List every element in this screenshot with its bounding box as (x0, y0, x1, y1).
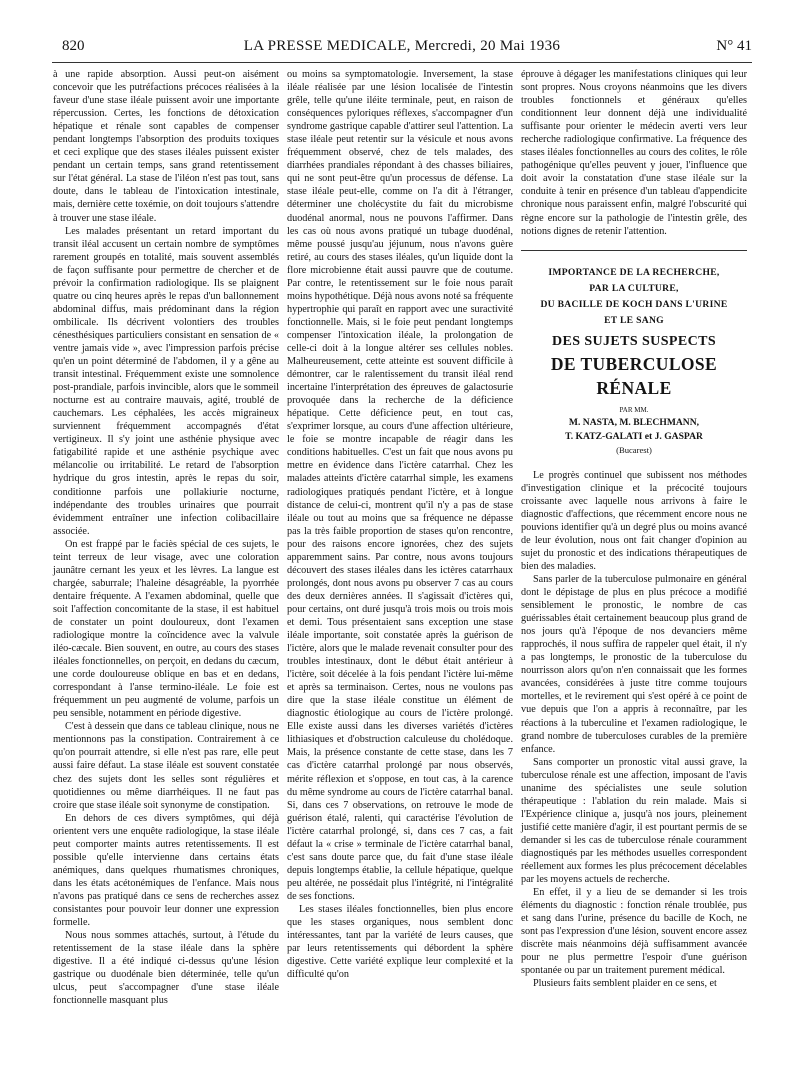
paragraph: En dehors de ces divers symptômes, qui déjà orientent vers une enquête radiologique, la stase iléale peut comporter maints autres retentissements. Il est possible qu'elle intervienne dans certains états anémiques, dans quelques rhumatismes chroniques, dans les états acétonémiques de l'enfance. Mais nous n'avons pas pratiqué dans ce sens de recherches assez consistantes pour pouvoir leur donner une expression formelle. (53, 812, 279, 929)
authors-line-2: T. KATZ-GALATI et J. GASPAR (565, 430, 703, 442)
journal-title: LA PRESSE MEDICALE, Mercredi, 20 Mai 1936 (243, 38, 561, 54)
column-1 (53, 68, 279, 1007)
byline-par: PAR MM. (619, 405, 649, 414)
paragraph: Nous nous sommes attachés, surtout, à l'étude du retentissement de la stase iléale dans la sphère digestive. Il a été indiqué ci-dessus qu'une lésion gastrique ou duodénale bien déterminée, telle qu'un ulcus, peut s'accompagner d'une stase iléale fonctionnelle masquant plus (53, 930, 279, 1007)
article-separator (521, 250, 747, 251)
kicker-line: PAR LA CULTURE, (589, 282, 679, 294)
paragraph: éprouve à dégager les manifestations cliniques qui leur sont propres. Nous croyons néanmoins que les divers troubles fonctionnels et généraux qu'elles conditionnent leur donnent déjà une individualité suffisante pour orienter le médecin averti vers leur recherche radiologique confirmative. La fréquence des stases iléales fonctionnelles au cours des colites, le rôle pathogénique qu'elles peuvent y jouer, l'influence que doit avoir la constatation d'une stase iléale sur la conduite à tenir en présence d'un tableau d'appendicite chronique nous paraissent enfin, malgré l'obscurité qui règne encore sur la pathologie de l'intestin grêle, des notions dignes de retenir l'attention. (521, 69, 747, 237)
author-location: (Bucarest) (616, 444, 652, 455)
kicker-line: ET LE SANG (604, 314, 664, 326)
article-title-line-1: DES SUJETS SUSPECTS (552, 333, 716, 349)
paragraph: En effet, il y a lieu de se demander si les trois éléments du diagnostic : fonction rénale troublée, pus et sang dans l'urine, présence du bacille de Koch, ne sont pas l'expression d'une lésion, souvent encore assez discrète mais néanmoins déjà suffisamment avancée pour ne plus permettre l'espoir d'une guérison spontanée ou par un traitement purement médical. (521, 887, 747, 977)
paragraph: Sans comporter un pronostic vital aussi grave, la tuberculose rénale est une affection, imposant de l'avis unanime des spécialistes une seule solution thérapeutique : l'ablation du rein malade. Mais si l'Expérience clinique a, jusqu'à nos jours, pleinement justifié cette manière d'agir, il est pourtant permis de se demander si les cas de tuberculose rénale couramment diagnostiqués par les méthodes usuelles correspondent réellement aux formes les plus précocement décelables par les moyens actuels de recherche. (521, 756, 747, 886)
paragraph: Plusieurs faits semblent plaider en ce sens, et (533, 978, 717, 990)
paragraph: à une rapide absorption. Aussi peut-on aisément concevoir que les putréfactions précoces réalisées à la faveur d'une stase iléale puissent avoir une importante répercussion. Certes, les fonctions de détoxication hépatique et rénale sont capables de compenser pendant longtemps l'absorption des produits toxiques et ceci explique que des stases iléales puissent exister pendant un certain temps, sans grand retentissement sur l'état général. La stase de l'iléon n'est pas tout, sans doute, dans le tableau de l'intoxication intestinale, mais, dernière cette toxémie, on doit toujours s'attendre à trouver une stase iléale. (53, 69, 279, 224)
paragraph: On est frappé par le faciès spécial de ces sujets, le teint terreux de leur visage, avec une coloration jaunâtre cernant les yeux et les lèvres. La langue est chargée, saburrale; l'haleine désagréable, la pyorrhée dentaire fréquente. A l'examen abdominal, quelle que soit l'affection concomitante de la stase, il est habituel de constater un point douloureux, dont l'examen radiologique montre la coïncidence avec la valvule iléo-cæcale. Bien souvent, en outre, au cours des stases iléales fonctionnelles, on perçoit, en dedans du cæcum, une corde douloureuse oblique en bas et en dedans, correspondant à l'anse termino-iléale. Le foie est fréquemment un peu augmenté de volume, parfois un peu sensible, notamment en période digestive. (53, 538, 279, 720)
kicker-line: IMPORTANCE DE LA RECHERCHE, (548, 266, 720, 278)
issue-number: N° 41 (716, 38, 752, 54)
paragraph: Les malades présentant un retard important du transit iléal accusent un certain nombre de symptômes rarement groupés en totalité, mais souvent assemblés de façon suffisante pour permettre de chercher et de prévoir la confirmation radiologique. Ils se plaignent quatre ou cinq heures après le repas d'un ballonnement abdominal diffus, mais prédominant dans la région ombilicale. Ils décrivent volontiers des troubles cénesthésiques particuliers consistant en sensation de « ventre jamais vide », avec l'impression parfois précise qu'en un point déterminé de l'abdomen, il y a gêne au transit intestinal. Fréquemment existe une somnolence post-prandiale, parfois invincible, alors que le sommeil nocturne est au contraire mauvais, agité, troublé de cauchemars. Les céphalées, les accès migraineux surviennent fréquemment accompagnés d'état vertigineux. Il s'y joint une asthénie physique avec fatigabilité rapide et une asthénie psychique avec mélancolie ou irritabilité. Le retard de l'absorption hydrique du gros intestin, après le repas du soir, conditionne parfois une pollakiurie nocturne, indépendante des troubles urinaires que pourrait évidemment entraîner une infection colibacillaire associée. (53, 225, 279, 537)
paragraph: Le progrès continuel que subissent nos méthodes d'investigation clinique et la précocité toujours croissante avec laquelle nous arrivons à faire le diagnostic d'affections, que récemment encore nous ne pouvions identifier qu'à un degré plus ou moins avancé de leur évolution, nous ont fait changer d'opinion au sujet du pronostic et des indications thérapeutiques de bien des maladies. (521, 469, 747, 572)
page-number: 820 (62, 38, 85, 54)
header-rule (52, 62, 752, 63)
column-2 (287, 68, 513, 981)
paragraph: Sans parler de la tuberculose pulmonaire en général dont le dépistage de plus en plus précoce a modifié sensiblement le pronostic, le nombre de cas guérissables était certainement beaucoup plus grand de nos jours qu'à l'époque de nos devanciers même rapprochés, il nous suffira de rappeler quel était, il n'y a pas longtemps, le pronostic de la tuberculose du nourrisson alors qu'on n'en connaissait que les formes avancées, considérées à juste titre comme toujours mortelles, et le revirement qui s'est opéré à ce point de vue depuis que l'on a appris à reconnaître, par les réactions à la tuberculine et l'examen radiologique, le grand nombre de tuberculoses curables de la première enfance. (521, 573, 747, 755)
article-kicker (521, 265, 747, 329)
paragraph: ou moins sa symptomatologie. Inversement, la stase iléale réalisée par une lésion localisée de l'intestin grêle, telle qu'une iléite terminale, peut, en raison de conséquences pyloriques réflexes, s'accompagner d'un syndrome gastrique capable d'attirer seul l'attention. La stase iléale peut retentir sur la vésicule et nous avons fréquemment observé, chez de tels malades, des diarrhées prandiales répondant à des chasses biliaires, qui ne sont peut-être qu'un processus de défense. La stase iléale peut-elle, comme on l'a dit à l'étranger, déterminer une cholécystite du fait du microbisme duodénal anormal, nous ne pouvons l'affirmer. Dans les cas où nous avons pratiqué un tubage duodénal, même poussé jusqu'au jéjunum, nous n'avons guère retiré, au cours des stases iléales, qu'un liquide dont la flore microbienne était aussi pauvre que de coutume. Par contre, le retentissement sur le foie nous paraît moins hypothétique. Déjà nous avons noté sa fréquente hypertrophie qui paraît en rapport avec une suractivité fonctionnelle. Mais, si le foie peut pendant longtemps compenser l'intoxication iléale, la prolongation de celle-ci doit à la longue altérer ses cellules nobles. Malheureusement, cette atteinte est souvent difficile à démontrer, car le ralentissement du transit iléal rend incertaine l'interprétation des épreuves de galactosurie provoquée dans la recherche de la déficience hépatique. Cette déficience peut, en tout cas, s'exprimer lorsque, au cours d'une affection ultérieure, le foie se montre incapable de réagir dans les conditions habituelles. C'est un fait que nous avons pu mettre en évidence dans l'ictère catarrhal. Chez les malades atteints d'ictère catarrhal simple, les examens radiologiques pratiqués pendant l'ictère, et à longue distance de celui-ci, montrent qu'il n'y a pas de stase iléale ou tout au moins que sa fréquence ne dépasse pas la très faible proportion de stases qu'on rencontre, pour des raisons encore ignorées, chez des sujets apparemment sains. Par contre, nous avons toujours découvert des stases iléales dans les ictères catarrhaux prolongés, dont nous avons pu observer 7 cas au cours des deux dernières années. Il s'agissait d'ictères qui, pour certains, ont duré jusqu'à trois mois ou trois mois et demi. Tous présentaient sans exception une stase iléale importante, soit constatée après la guérison de l'ictère, alors que le malade revenait consulter pour des troubles intestinaux, dont le début était antérieur à l'ictère, soit décelée à la fois pendant l'ictère lui-même et après sa terminaison. Certes, nous ne voulons pas dire que la stase iléale constitue un élément de diagnostic étiologique au cours de l'ictère prolongé. Elle existe aussi dans les diverses variétés d'ictères lithiasiques et d'obstruction calculeuse du cholédoque. Mais, la présence constante de cette stase, dans les 7 cas d'ictère catarrhal prolongé par nous observés, mérite réflexion et s'oppose, en tout cas, à la carence du même syndrome au cours de l'ictère catarrhal banal. Si, dans ces 7 observations, on retrouve le mode de guérison étalé, ralenti, qui caractérise l'évolution de l'ictère catarrhal prolongé, si, dans ces 7 cas, a fait défaut la « crise » terminale de l'ictère catarrhal banal, c'est sans doute parce que, du fait d'une stase iléale depuis longtemps établie, la cellule hépatique, quelque peu altérée, ne possédait plus l'intégrité, ni l'intégralité de ses fonctions. (287, 69, 513, 902)
column-3 (521, 68, 747, 990)
paragraph: C'est à dessein que dans ce tableau clinique, nous ne mentionnons pas la constipation. Contrairement à ce qu'on pourrait attendre, si elle n'est pas rare, elle peut aussi faire défaut. La stase iléale est souvent constatée chez des sujets dont les selles sont régulières et quotidiennes ou même diarrhéiques. Il ne faut pas croire que stase iléale soit synonyme de constipation. (53, 721, 279, 811)
authors-line-1: M. NASTA, M. BLECHMANN, (568, 416, 700, 428)
article-heading (521, 265, 747, 457)
kicker-line: DU BACILLE DE KOCH DANS L'URINE (540, 298, 728, 310)
running-header (52, 34, 752, 56)
paragraph: Les stases iléales fonctionnelles, bien plus encore que les stases organiques, nous semblent donc intéressantes, tant par la variété de leurs causes, que par leurs retentissements qui débordent la sphère digestive. Cette variété explique leur complexité et la difficulté qu'on (287, 904, 513, 981)
article-title-line-2: DE TUBERCULOSE RÉNALE (550, 353, 718, 398)
